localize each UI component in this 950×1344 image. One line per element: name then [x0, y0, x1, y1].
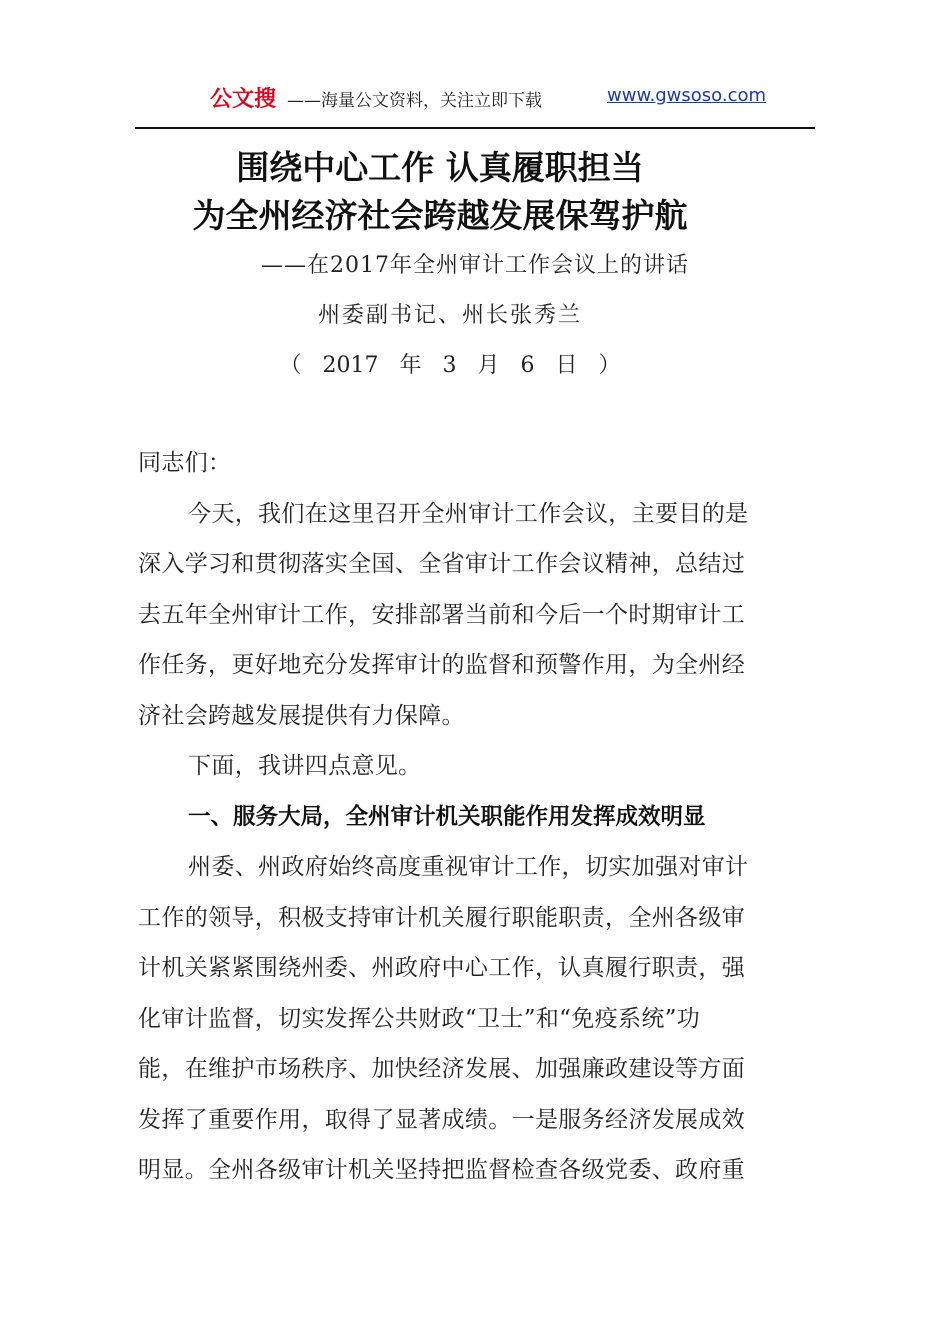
paragraph-3-line: 化审计监督，切实发挥公共财政“卫士”和“免疫系统”功 [138, 1005, 701, 1032]
paragraph-1-line: 去五年全州审计工作，安排部署当前和今后一个时期审计工 [138, 601, 746, 628]
document-title-line-2: 为全州经济社会跨越发展保驾护航 [192, 196, 688, 235]
paragraph-3-line: 计机关紧紧围绕州委、州政府中心工作，认真履行职责，强 [138, 955, 746, 981]
page-header [135, 80, 815, 116]
document-subtitle: ——在2017年全州审计工作会议上的讲话 [261, 253, 689, 278]
document-title-line-1: 围绕中心工作 认真履职担当 [236, 148, 644, 187]
greeting: 同志们： [138, 450, 232, 476]
paragraph-1-line: 作任务，更好地充分发挥审计的监督和预警作用，为全州经 [138, 652, 746, 678]
paragraph-1-line: 深入学习和贯彻落实全国、全省审计工作会议精神，总结过 [138, 551, 746, 577]
header-divider [135, 127, 815, 129]
paragraph-1-line: 济社会跨越发展提供有力保障。 [138, 702, 465, 729]
document-author: 州委副书记、州长张秀兰 [317, 303, 582, 328]
paragraph-1-line: 今天，我们在这里召开全州审计工作会议，主要目的是 [188, 500, 749, 527]
document-body [138, 438, 800, 1196]
paragraph-3-line: 发挥了重要作用，取得了显著成绩。一是服务经济发展成效 [138, 1106, 746, 1133]
paragraph-3-line: 能，在维护市场秩序、加快经济发展、加强廉政建设等方面 [138, 1056, 746, 1082]
paragraph-3-line: 州委、州政府始终高度重视审计工作，切实加强对审计 [188, 854, 749, 880]
paragraph-2: 下面，我讲四点意见。 [188, 753, 422, 779]
header-slogan: ——海量公文资料，关注立即下载 [287, 91, 542, 111]
document-date: （ 2017 年 3 月 6 日 ） [279, 353, 621, 378]
brand-logo-text: 公文搜 [210, 87, 277, 112]
paragraph-3-line: 工作的领导，积极支持审计机关履行职能职责，全州各级审 [138, 904, 746, 931]
website-link[interactable]: www.gwsoso.com [607, 85, 767, 106]
section-heading-1: 一、服务大局，全州审计机关职能作用发挥成效明显 [188, 803, 706, 830]
paragraph-3-line: 明显。全州各级审计机关坚持把监督检查各级党委、政府重 [138, 1157, 746, 1183]
